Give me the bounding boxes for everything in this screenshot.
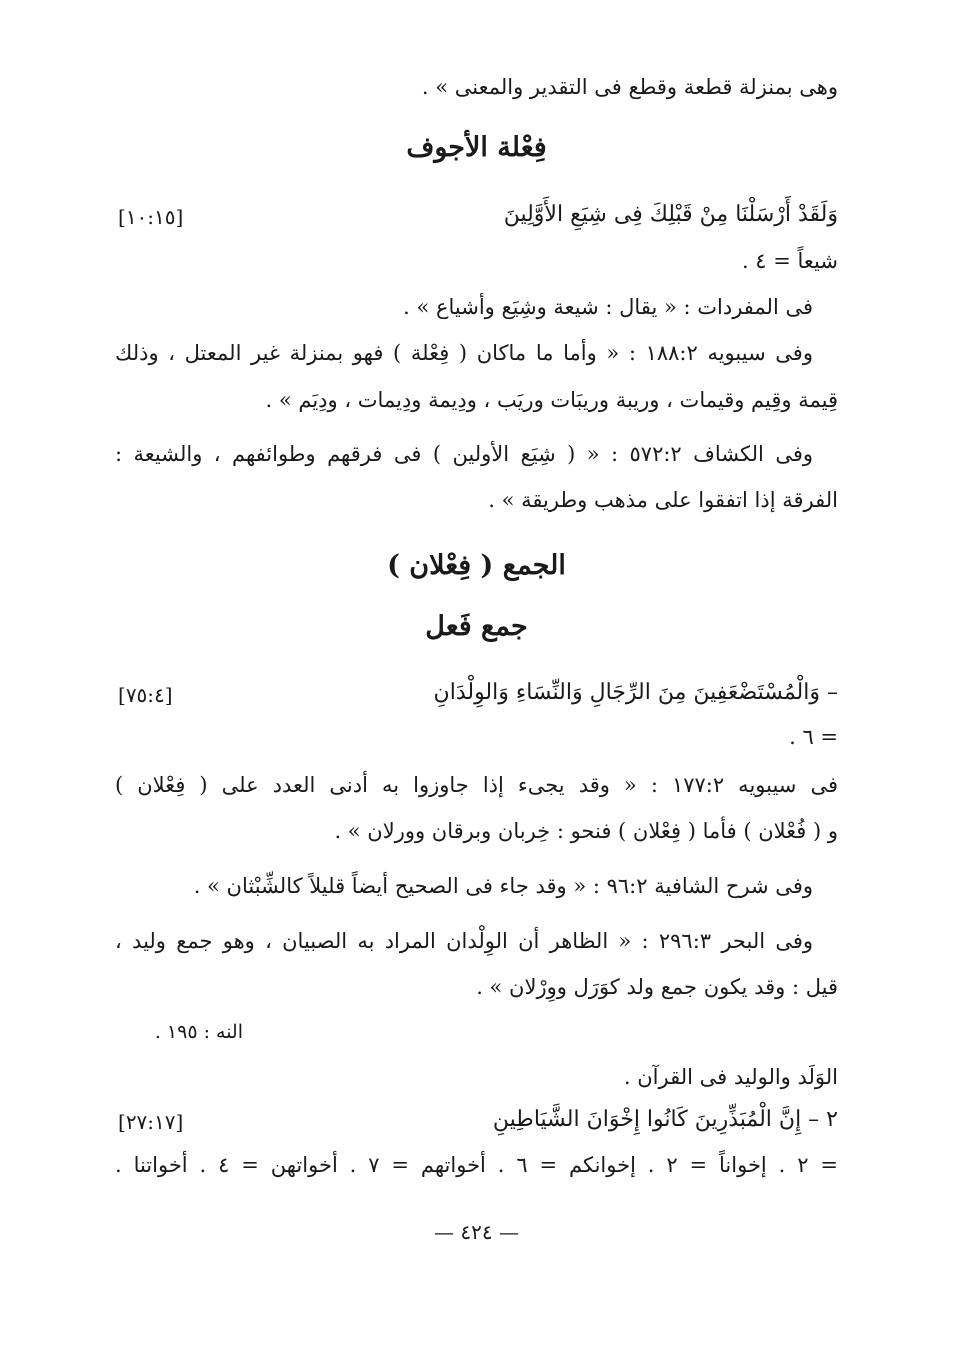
occurrence-count-3: = ٢ . إخواناً = ٢ . إخوانكم = ٦ . أخواتهم = ٧ . أخواتهن = ٤ . أخواتنا . (115, 1153, 838, 1177)
section-heading-plural-filan: الجمع ( فِعْلان ) (387, 550, 566, 581)
verse-reference-2: [٧٥:٤] (118, 683, 173, 707)
quran-verse-2: – وَالْمُسْتَضْعَفِينَ مِنَ الرِّجَالِ وَالنِّسَاءِ وَالوِلْدَانِ (433, 680, 838, 705)
occurrence-count-2: = ٦ . (789, 725, 838, 749)
verse-reference-3: [٢٧:١٧] (118, 1110, 184, 1134)
citation-bahr-line-2: قيل : وقد يكون جمع ولد كوَرَل ووِرْلان » . (476, 975, 838, 999)
citation-kashshaf-line-2: الفرقة إذا اتفقوا على مذهب وطريقة » . (488, 488, 838, 512)
text-line-continuation: وهى بمنزلة قطعة وقطع فى التقدير والمعنى » . (421, 75, 838, 99)
citation-sibawayh-1-line-1: وفى سيبويه ١٨٨:٢ : « وأما ما ماكان ( فِعْلة ) فهو بمنزلة غير المعتل ، وذلك (115, 341, 813, 365)
citation-kashshaf-line-1: وفى الكشاف ٥٧٢:٢ : « ( شِيَع الأولين ) فى فرقهم وطوائفهم ، والشيعة : (115, 442, 814, 466)
citation-sharh-shafiya: وفى شرح الشافية ٩٦:٢ : « وقد جاء فى الصحيح أيضاً قليلاً كالشِّبْثان » . (193, 874, 813, 898)
section-heading-fila-ajwaf: فِعْلة الأجوف (406, 132, 547, 163)
occurrence-count-1: شيعاً = ٤ . (741, 249, 838, 273)
verse-reference-1: [١٠:١٥] (118, 205, 184, 229)
citation-sibawayh-2-line-1: فى سيبويه ١٧٧:٢ : « وقد يجىء إذا جاوزوا به أدنى العدد على ( فِعْلان ) (115, 773, 838, 797)
page-number: — ٤٢٤ — (434, 1220, 519, 1244)
quran-verse-1: وَلَقَدْ أَرْسَلْنَا مِنْ قَبْلِكَ فِى شِيَعِ الأَوَّلِينَ (503, 202, 838, 227)
citation-sibawayh-2-line-2: و ( فُعْلان ) فأما ( فِعْلان ) فنحو : خِربان وبرقان وورلان » . (334, 819, 838, 843)
quran-verse-3: ٢ – إِنَّ الْمُبَذِّرِينَ كَانُوا إِخْوَانَ الشَّيَاطِينِ (492, 1107, 838, 1132)
subsection-heading-plural-fal: جمع فَعل (425, 611, 528, 642)
note-walad-walid: الوَلَد والوليد فى القرآن . (623, 1065, 838, 1089)
citation-mufradat: فى المفردات : « يقال : شيعة وشِيَع وأشياع » . (403, 295, 813, 319)
marginal-note: النه : ١٩٥ . (154, 1021, 243, 1043)
citation-sibawayh-1-line-2: قِيمة وقِيم وقيمات ، وريبة وريبَات وريَب ، ودِيمة ودِيمات ، ودِيَم » . (265, 388, 838, 412)
citation-bahr-line-1: وفى البحر ٢٩٦:٣ : « الظاهر أن الوِلْدان المراد به الصبيان ، وهو جمع وليد ، (115, 929, 813, 953)
